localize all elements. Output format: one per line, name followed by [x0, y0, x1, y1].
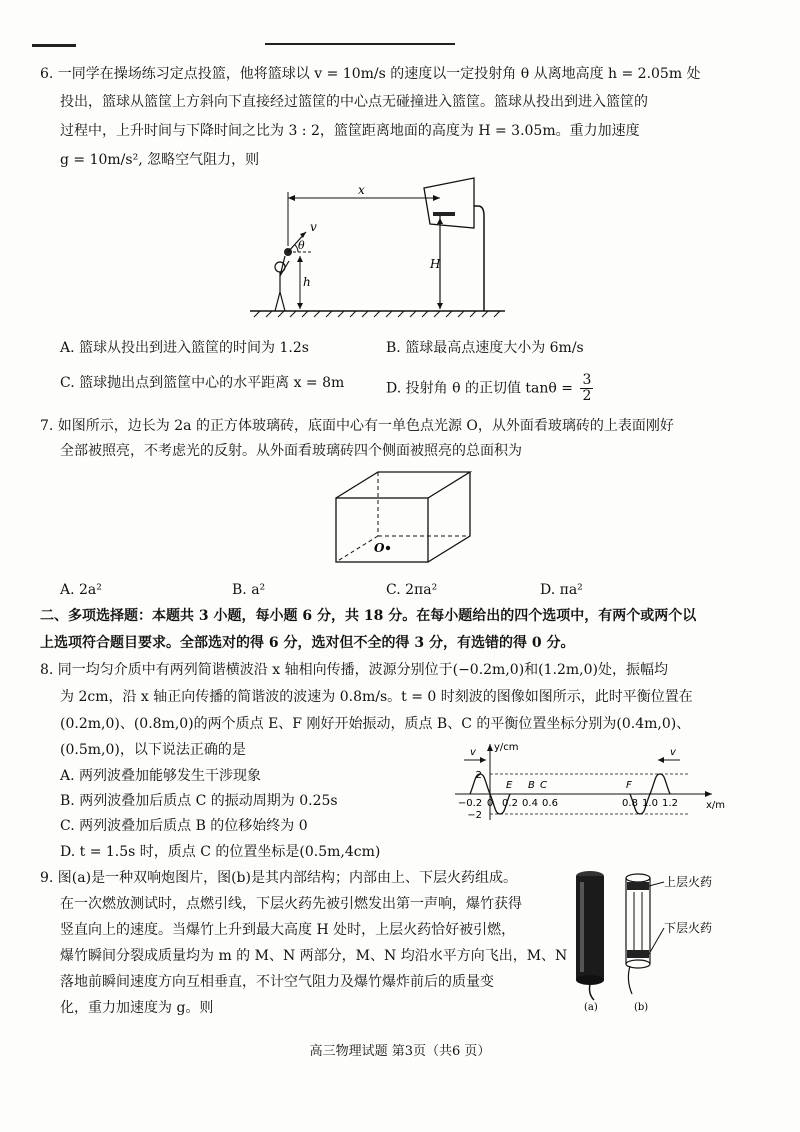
- q8-line-1: 8. 同一均匀介质中有两列简谐横波沿 x 轴相向传播，波源分别位于(−0.2m,0)和(1.2m,0)处，振幅均: [40, 662, 668, 678]
- label-upper-powder: 上层火药: [664, 875, 713, 889]
- section-2-line-1: 二、多项选择题：本题共 3 小题，每小题 6 分，共 18 分。在每小题给出的四个选项中，有两个或两个以: [40, 608, 697, 624]
- x-tick-0.6: 0.6: [542, 798, 558, 809]
- basketball-figure: [240, 176, 520, 326]
- q9-line-5: 落地前瞬间速度方向互相垂直，不计空气阻力及爆竹爆炸前后的质量变: [60, 974, 494, 990]
- fig-b-label: (b): [634, 1002, 649, 1013]
- fraction: [580, 373, 593, 404]
- label-o: O: [374, 541, 385, 555]
- q7-option-c: C. 2πa²: [386, 582, 438, 598]
- q6-option-b: B. 篮球最高点速度大小为 6m/s: [386, 340, 584, 356]
- label-theta: θ: [298, 239, 305, 252]
- q6-option-d: [386, 373, 593, 404]
- label-v-right: v: [670, 747, 676, 758]
- q8-line-2: 为 2cm，沿 x 轴正向传播的简谐波的波速为 0.8m/s。t = 0 时刻波的图像如图所示，此时平衡位置在: [60, 689, 693, 705]
- q9-line-1: 9. 图(a)是一种双响炮图片，图(b)是其内部结构；内部由上、下层火药组成。: [40, 870, 517, 886]
- section-2-line-2: 上选项符合题目要求。全部选对的得 6 分，选对但不全的得 3 分，有选错的得 0 分。: [40, 635, 575, 651]
- wave-graph: [450, 738, 730, 828]
- point-c: C: [540, 780, 547, 791]
- y-tick-minus-2: −2: [467, 810, 482, 821]
- fraction-denominator: 2: [582, 388, 592, 404]
- q6-option-c: C. 篮球抛出点到篮筐中心的水平距离 x = 8m: [60, 375, 345, 391]
- x-axis-label: x/m: [706, 800, 726, 811]
- x-tick-1.2: 1.2: [662, 798, 678, 809]
- x-tick-neg-0.2: −0.2: [457, 798, 483, 809]
- x-tick-0.8: 0.8: [622, 798, 638, 809]
- q6-line-3: 过程中，上升时间与下降时间之比为 3 : 2，篮筐距离地面的高度为 H = 3.05m。重力加速度: [60, 123, 640, 139]
- label-v: v: [310, 220, 317, 234]
- scan-mark-left: [32, 44, 76, 47]
- firecracker-photo: [576, 871, 604, 1000]
- firecracker-structure: [626, 874, 650, 994]
- lower-powder: [627, 950, 649, 958]
- q6-line-4: g = 10m/s², 忽略空气阻力，则: [60, 152, 260, 168]
- y-axis-label: y/cm: [494, 742, 519, 753]
- upper-powder: [627, 882, 649, 890]
- scan-mark-right: [265, 43, 455, 45]
- q7-option-d: D. πa²: [540, 582, 583, 598]
- point-b: B: [528, 780, 535, 791]
- x-tick-0: 0: [486, 798, 494, 809]
- q6-option-a: A. 篮球从投出到进入篮筐的时间为 1.2s: [60, 340, 309, 356]
- point-e: E: [506, 780, 513, 791]
- q8-option-b: B. 两列波叠加后质点 C 的振动周期为 0.25s: [60, 793, 338, 809]
- q9-line-3: 竖直向上的速度。当爆竹上升到最大高度 H 处时，上层火药恰好被引燃，: [60, 922, 516, 938]
- q6-option-d-text: D. 投射角 θ 的正切值 tanθ =: [386, 380, 574, 397]
- q6-line-2: 投出，篮球从篮筐上方斜向下直接经过篮筐的中心点无碰撞进入篮筐。篮球从投出到进入篮筐的: [60, 94, 648, 110]
- q9-line-4: 爆竹瞬间分裂成质量均为 m 的 M、N 两部分，M、N 均沿水平方向飞出，M、N: [60, 948, 568, 964]
- label-lower-powder: 下层火药: [664, 921, 713, 935]
- label-v-left: v: [470, 747, 476, 758]
- x-tick-1.0: 1.0: [642, 798, 658, 809]
- label-h: h: [303, 275, 311, 289]
- firecracker-figure: [560, 862, 760, 1022]
- q7-line-1: 7. 如图所示，边长为 2a 的正方体玻璃砖，底面中心有一单色点光源 O，从外面看玻璃砖的上表面刚好: [40, 418, 674, 434]
- fig-a-label: (a): [584, 1002, 598, 1013]
- q8-option-a: A. 两列波叠加能够发生干涉现象: [60, 768, 262, 784]
- q8-option-d: D. t = 1.5s 时，质点 C 的位置坐标是(0.5m,4cm): [60, 844, 381, 860]
- q7-option-b: B. a²: [232, 582, 266, 598]
- label-x: x: [358, 183, 365, 197]
- q7-line-2: 全部被照亮，不考虑光的反射。从外面看玻璃砖四个侧面被照亮的总面积为: [60, 443, 522, 459]
- x-tick-0.2: 0.2: [502, 798, 518, 809]
- page-footer: 高三物理试题 第3页（共6 页）: [309, 1044, 491, 1059]
- q6-line-1: 6. 一同学在操场练习定点投篮，他将篮球以 v = 10m/s 的速度以一定投射角 θ 从离地高度 h = 2.05m 处: [40, 66, 701, 82]
- q8-line-3: (0.2m,0)、(0.8m,0)的两个质点 E、F 刚好开始振动，质点 B、C 的平衡位置坐标分别为(0.4m,0)、: [60, 716, 691, 732]
- fraction-numerator: 3: [582, 372, 592, 388]
- q7-option-a: A. 2a²: [60, 582, 102, 598]
- q8-line-4: (0.5m,0)，以下说法正确的是: [60, 742, 246, 758]
- x-tick-0.4: 0.4: [522, 798, 538, 809]
- q9-line-6: 化，重力加速度为 g。则: [60, 1000, 214, 1016]
- cube-figure: [330, 468, 480, 568]
- y-tick-2: 2: [475, 770, 482, 781]
- label-H: H: [430, 257, 441, 271]
- point-f: F: [626, 780, 632, 791]
- q9-line-2: 在一次燃放测试时，点燃引线，下层火药先被引燃发出第一声响，爆竹获得: [60, 896, 522, 912]
- q8-option-c: C. 两列波叠加后质点 B 的位移始终为 0: [60, 818, 308, 834]
